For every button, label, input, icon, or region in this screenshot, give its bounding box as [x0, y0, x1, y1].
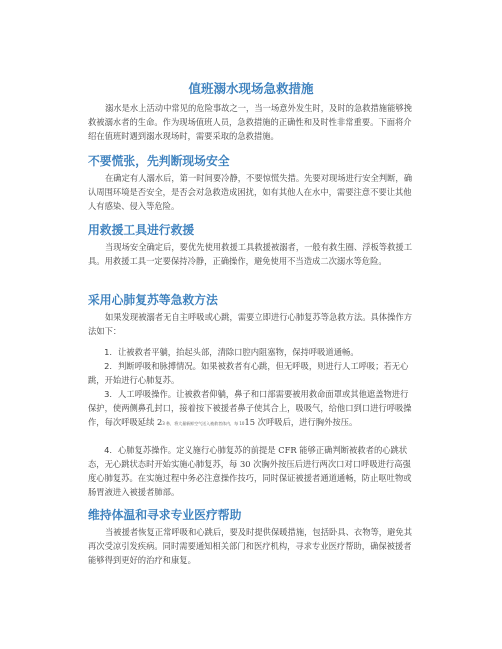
section-heading-safety: 不要慌张，先判断现场安全 — [88, 154, 230, 168]
list-item-text-cont: 15 次呼吸后，进行胸外按压。 — [244, 417, 358, 427]
list-item-number: 2. — [104, 361, 112, 371]
list-item — [88, 443, 414, 499]
list-item-number: 4. — [104, 445, 112, 455]
section-text-warmth-medical: 当被援者恢复正常呼吸和心跳后，要及时提供保暖措施，包括卧具、衣物等，避免其再次受凉引发疾病。同时需要通知相关部门和医疗机构，寻求专业医疗帮助，确保被援者能够得到更好的治疗和康复。 — [88, 527, 412, 565]
section-heading-cpr: 采用心肺复苏等急救方法 — [88, 293, 218, 307]
list-item-text: 判断呼吸和脉搏情况。如果被救者有心跳，但无呼吸，则进行人工呼吸；若无心跳，开始进行心肺复苏。 — [88, 361, 409, 385]
list-item — [88, 345, 414, 359]
section-heading-rescue-tools: 用救援工具进行救援 — [88, 223, 195, 237]
list-item-text: 心肺复苏操作。定义施行心肺复苏的前提是 CFR 能够正确判断被救者的心跳状态，无心跳状态时开始实施心肺复苏，每 30 次胸外按压后进行两次口对口呼吸进行高强度心肺复苏。在实施过程中务必注意操作技巧，同时保证被援者通道通畅，防止呕吐物或肠胃液进入被援者肺部。 — [88, 445, 412, 497]
intro-paragraph: 溺水是水上活动中常见的危险事故之一，当一场意外发生时，及时的急救措施能够挽救被溺水者的生命。作为现场值班人员，急救措施的正确性和及时性非常重要。下面将介绍在值班时遇到溺水现场时，需要采取的急救措施。 — [88, 103, 412, 141]
list-item-text: 人工呼吸操作。让被救者仰躺，鼻子和口部需要被用救命面罩或其他遮盖物进行保护，使两侧鼻孔封口，接着按下被援者鼻子使其合上，吸吸气，给他口到口进行呼吸操作，每次呼吸延续 2 — [88, 389, 412, 427]
section-text-cpr: 如果发现被溺者无自主呼吸或心跳，需要立即进行心肺复苏等急救方法。具体操作方法如下： — [88, 312, 412, 336]
page-title: 值班溺水现场急救措施 — [188, 81, 314, 96]
section-text-safety: 在确定有人溺水后，第一时间要冷静，不要惊慌失措。先要对现场进行安全判断，确认周围环境是否安全，是否会对急救造成困扰，如有其他人在水中，需要注意不要让其他人有感染、侵入等危险。 — [88, 173, 412, 211]
list-item — [88, 387, 414, 431]
list-item-number: 1. — [104, 347, 112, 357]
section-heading-warmth-medical: 维持体温和寻求专业医疗帮助 — [88, 508, 242, 522]
section-text-rescue-tools: 当现场安全确定后，要优先使用救援工具救援被溺者，一般有救生圈、浮板等救援工具。用救援工具一定要保持冷静，正确操作，避免使用不当造成二次溺水等危险。 — [88, 242, 412, 266]
list-item-number: 3. — [104, 389, 112, 399]
list-item-text: 让被救者平躺，抬起头部，清除口腔内阻塞物，保持呼吸道通畅。 — [118, 347, 359, 357]
list-item-small-text: 3 秒，将大量新鲜空气送入被救者体内，每 10 — [162, 421, 245, 426]
list-item — [88, 359, 414, 387]
